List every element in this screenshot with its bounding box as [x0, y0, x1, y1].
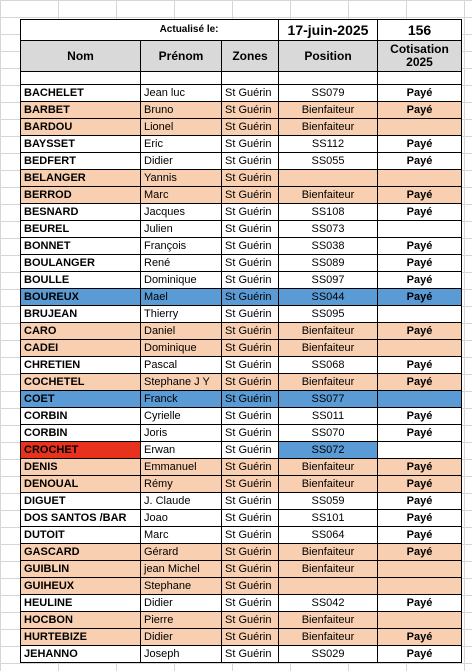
cell-position[interactable]: Bienfaiteur — [279, 102, 378, 119]
table-row — [21, 629, 462, 646]
cell-cotisation[interactable]: Payé — [378, 629, 462, 646]
table-row — [21, 578, 462, 595]
cell-zone[interactable]: St Guérin — [222, 459, 279, 476]
cell-position[interactable]: SS038 — [279, 238, 378, 255]
cell-position[interactable]: Bienfaiteur — [279, 459, 378, 476]
cell-zone[interactable]: St Guérin — [222, 204, 279, 221]
table-row — [21, 255, 462, 272]
cell-prenom[interactable]: Pierre — [141, 612, 222, 629]
cell-zone[interactable]: St Guérin — [222, 357, 279, 374]
cell-nom[interactable]: BEDFERT — [21, 153, 141, 170]
table-row — [21, 170, 462, 187]
col-header-prenom[interactable]: Prénom — [141, 41, 222, 72]
updated-date[interactable]: 17-juin-2025 — [279, 20, 378, 41]
table-row — [21, 306, 462, 323]
cell-cotisation[interactable]: Payé — [378, 646, 462, 663]
cell-prenom[interactable]: Stephane J Y — [141, 374, 222, 391]
cell-zone[interactable]: St Guérin — [222, 340, 279, 357]
cell-nom[interactable]: CORBIN — [21, 425, 141, 442]
cell-cotisation[interactable]: Payé — [378, 459, 462, 476]
cell-nom[interactable]: BRUJEAN — [21, 306, 141, 323]
member-count[interactable]: 156 — [378, 20, 462, 41]
cell-position[interactable]: Bienfaiteur — [279, 544, 378, 561]
col-header-zones[interactable]: Zones — [222, 41, 279, 72]
table-row — [21, 136, 462, 153]
table-row — [21, 527, 462, 544]
cell-prenom[interactable]: J. Claude — [141, 493, 222, 510]
table-row — [21, 374, 462, 391]
cell-position[interactable]: SS108 — [279, 204, 378, 221]
cell-prenom[interactable]: jean Michel — [141, 561, 222, 578]
cell-nom[interactable]: JEHANNO — [21, 646, 141, 663]
cell-prenom[interactable]: Marc — [141, 527, 222, 544]
cell-position[interactable]: SS089 — [279, 255, 378, 272]
empty-cell[interactable] — [141, 72, 222, 85]
table-row — [21, 204, 462, 221]
cell-prenom[interactable]: Thierry — [141, 306, 222, 323]
cell-zone[interactable]: St Guérin — [222, 493, 279, 510]
blank-cell — [222, 20, 279, 41]
cell-zone[interactable]: St Guérin — [222, 170, 279, 187]
spacer-row — [21, 72, 462, 85]
cell-zone[interactable]: St Guérin — [222, 306, 279, 323]
cell-zone[interactable]: St Guérin — [222, 408, 279, 425]
table-row — [21, 561, 462, 578]
table-row — [21, 119, 462, 136]
cell-cotisation[interactable] — [378, 578, 462, 595]
table-row — [21, 102, 462, 119]
cell-position[interactable]: Bienfaiteur — [279, 476, 378, 493]
cell-nom[interactable]: CARO — [21, 323, 141, 340]
cell-position[interactable]: SS044 — [279, 289, 378, 306]
cell-prenom[interactable]: Cyrielle — [141, 408, 222, 425]
cell-position[interactable]: SS072 — [279, 442, 378, 459]
cell-zone[interactable]: St Guérin — [222, 442, 279, 459]
cell-cotisation[interactable]: Payé — [378, 255, 462, 272]
empty-cell[interactable] — [222, 72, 279, 85]
table-row — [21, 289, 462, 306]
table-row — [21, 646, 462, 663]
cell-position[interactable]: SS042 — [279, 595, 378, 612]
table-row — [21, 221, 462, 238]
cell-position[interactable]: Bienfaiteur — [279, 187, 378, 204]
cell-nom[interactable]: BOULLE — [21, 272, 141, 289]
cell-cotisation[interactable]: Payé — [378, 289, 462, 306]
cell-position[interactable]: Bienfaiteur — [279, 612, 378, 629]
cell-position[interactable]: SS059 — [279, 493, 378, 510]
cell-cotisation[interactable]: Payé — [378, 527, 462, 544]
cell-zone[interactable]: St Guérin — [222, 85, 279, 102]
cell-cotisation[interactable]: Payé — [378, 595, 462, 612]
cell-prenom[interactable]: Yannis — [141, 170, 222, 187]
cell-cotisation[interactable]: Payé — [378, 357, 462, 374]
cell-nom[interactable]: HURTEBIZE — [21, 629, 141, 646]
cell-zone[interactable]: St Guérin — [222, 221, 279, 238]
cell-cotisation[interactable]: Payé — [378, 323, 462, 340]
cell-zone[interactable]: St Guérin — [222, 102, 279, 119]
cell-position[interactable]: SS068 — [279, 357, 378, 374]
cell-position[interactable]: Bienfaiteur — [279, 119, 378, 136]
cell-zone[interactable]: St Guérin — [222, 187, 279, 204]
cell-position[interactable]: SS077 — [279, 391, 378, 408]
cell-prenom[interactable]: Bruno — [141, 102, 222, 119]
cell-prenom[interactable]: Emmanuel — [141, 459, 222, 476]
cell-cotisation[interactable]: Payé — [378, 510, 462, 527]
table-row — [21, 493, 462, 510]
cell-prenom[interactable]: René — [141, 255, 222, 272]
cell-zone[interactable]: St Guérin — [222, 476, 279, 493]
cell-cotisation[interactable] — [378, 391, 462, 408]
table-row — [21, 391, 462, 408]
cell-nom[interactable]: COET — [21, 391, 141, 408]
cell-prenom[interactable]: Marc — [141, 187, 222, 204]
cell-prenom[interactable]: Eric — [141, 136, 222, 153]
table-row — [21, 187, 462, 204]
table-row — [21, 510, 462, 527]
cell-nom[interactable]: BONNET — [21, 238, 141, 255]
column-header-row — [21, 41, 462, 72]
cell-nom[interactable]: CORBIN — [21, 408, 141, 425]
cell-prenom[interactable]: Rémy — [141, 476, 222, 493]
cell-nom[interactable]: BAYSSET — [21, 136, 141, 153]
table-row — [21, 238, 462, 255]
table-row — [21, 459, 462, 476]
cell-prenom[interactable]: Didier — [141, 153, 222, 170]
cell-prenom[interactable]: Gérard — [141, 544, 222, 561]
cell-cotisation[interactable]: Payé — [378, 102, 462, 119]
table-row — [21, 442, 462, 459]
cell-nom[interactable]: GUIBLIN — [21, 561, 141, 578]
cell-nom[interactable]: DENOUAL — [21, 476, 141, 493]
cell-prenom[interactable]: Jacques — [141, 204, 222, 221]
col-header-nom[interactable]: Nom — [21, 41, 141, 72]
cell-nom[interactable]: BARBET — [21, 102, 141, 119]
cell-prenom[interactable]: Joris — [141, 425, 222, 442]
cell-nom[interactable]: BELANGER — [21, 170, 141, 187]
table-row — [21, 323, 462, 340]
cell-nom[interactable]: BARDOU — [21, 119, 141, 136]
cell-position[interactable] — [279, 170, 378, 187]
cell-cotisation[interactable]: Payé — [378, 408, 462, 425]
cell-zone[interactable]: St Guérin — [222, 238, 279, 255]
cell-prenom[interactable]: Franck — [141, 391, 222, 408]
cell-zone[interactable]: St Guérin — [222, 323, 279, 340]
table-row — [21, 476, 462, 493]
cell-zone[interactable]: St Guérin — [222, 255, 279, 272]
cell-nom[interactable]: CHRETIEN — [21, 357, 141, 374]
table-row — [21, 153, 462, 170]
cell-zone[interactable]: St Guérin — [222, 119, 279, 136]
cell-prenom[interactable]: Mael — [141, 289, 222, 306]
updated-label: Actualisé le: — [21, 20, 222, 41]
cell-position[interactable]: SS029 — [279, 646, 378, 663]
cell-cotisation[interactable] — [378, 306, 462, 323]
cell-cotisation[interactable]: Payé — [378, 544, 462, 561]
cell-position[interactable]: SS070 — [279, 425, 378, 442]
cell-nom[interactable]: GASCARD — [21, 544, 141, 561]
cell-prenom[interactable]: Dominique — [141, 340, 222, 357]
table-row — [21, 85, 462, 102]
cell-zone[interactable]: St Guérin — [222, 578, 279, 595]
cell-position[interactable]: SS095 — [279, 306, 378, 323]
cell-zone[interactable]: St Guérin — [222, 374, 279, 391]
cell-zone[interactable]: St Guérin — [222, 510, 279, 527]
table-row — [21, 595, 462, 612]
cell-position[interactable] — [279, 578, 378, 595]
table-row — [21, 612, 462, 629]
cell-zone[interactable]: St Guérin — [222, 289, 279, 306]
cell-cotisation[interactable]: Payé — [378, 85, 462, 102]
cell-zone[interactable]: St Guérin — [222, 425, 279, 442]
cell-position[interactable]: Bienfaiteur — [279, 323, 378, 340]
cell-zone[interactable]: St Guérin — [222, 544, 279, 561]
cell-nom[interactable]: DIGUET — [21, 493, 141, 510]
cell-nom[interactable]: DENIS — [21, 459, 141, 476]
cell-nom[interactable]: CADEI — [21, 340, 141, 357]
cell-nom[interactable]: BEUREL — [21, 221, 141, 238]
cell-cotisation[interactable] — [378, 442, 462, 459]
cell-nom[interactable]: HEULINE — [21, 595, 141, 612]
cell-nom[interactable]: BESNARD — [21, 204, 141, 221]
cell-position[interactable]: SS097 — [279, 272, 378, 289]
cell-nom[interactable]: GUIHEUX — [21, 578, 141, 595]
cell-zone[interactable]: St Guérin — [222, 612, 279, 629]
table-row — [21, 425, 462, 442]
cell-cotisation[interactable] — [378, 221, 462, 238]
cell-prenom[interactable]: Pascal — [141, 357, 222, 374]
cell-prenom[interactable]: Erwan — [141, 442, 222, 459]
table-row — [21, 408, 462, 425]
cell-nom[interactable]: BOULANGER — [21, 255, 141, 272]
cell-nom[interactable]: HOCBON — [21, 612, 141, 629]
cell-nom[interactable]: DOS SANTOS /BAR — [21, 510, 141, 527]
cell-nom[interactable]: BOUREUX — [21, 289, 141, 306]
cell-zone[interactable]: St Guérin — [222, 646, 279, 663]
cell-nom[interactable]: DUTOIT — [21, 527, 141, 544]
cell-cotisation[interactable]: Payé — [378, 136, 462, 153]
cell-prenom[interactable]: Stephane — [141, 578, 222, 595]
cell-prenom[interactable]: Julien — [141, 221, 222, 238]
cell-cotisation[interactable]: Payé — [378, 204, 462, 221]
cell-nom[interactable]: COCHETEL — [21, 374, 141, 391]
table-row — [21, 544, 462, 561]
cell-cotisation[interactable]: Payé — [378, 425, 462, 442]
cell-position[interactable]: SS079 — [279, 85, 378, 102]
cell-zone[interactable]: St Guérin — [222, 391, 279, 408]
cell-position[interactable]: SS064 — [279, 527, 378, 544]
cell-prenom[interactable]: Daniel — [141, 323, 222, 340]
cell-cotisation[interactable]: Payé — [378, 493, 462, 510]
cell-cotisation[interactable] — [378, 340, 462, 357]
cell-zone[interactable]: St Guérin — [222, 629, 279, 646]
cell-cotisation[interactable] — [378, 561, 462, 578]
members-table — [20, 19, 462, 663]
cell-position[interactable]: SS011 — [279, 408, 378, 425]
cell-zone[interactable]: St Guérin — [222, 136, 279, 153]
cell-cotisation[interactable]: Payé — [378, 238, 462, 255]
cell-zone[interactable]: St Guérin — [222, 153, 279, 170]
cell-cotisation[interactable] — [378, 170, 462, 187]
cell-position[interactable]: Bienfaiteur — [279, 561, 378, 578]
cell-zone[interactable]: St Guérin — [222, 561, 279, 578]
updated-row — [21, 20, 462, 41]
empty-cell[interactable] — [279, 72, 378, 85]
cell-prenom[interactable]: Joao — [141, 510, 222, 527]
table-row — [21, 340, 462, 357]
cell-prenom[interactable]: Joseph — [141, 646, 222, 663]
cell-cotisation[interactable] — [378, 119, 462, 136]
cell-prenom[interactable]: François — [141, 238, 222, 255]
cell-cotisation[interactable] — [378, 612, 462, 629]
empty-cell[interactable] — [21, 72, 141, 85]
col-header-cotisation[interactable]: Cotisation 2025 — [378, 41, 462, 72]
table-row — [21, 357, 462, 374]
cell-cotisation[interactable]: Payé — [378, 374, 462, 391]
cell-cotisation[interactable]: Payé — [378, 476, 462, 493]
cell-position[interactable]: SS055 — [279, 153, 378, 170]
empty-cell[interactable] — [378, 72, 462, 85]
cell-nom[interactable]: CROCHET — [21, 442, 141, 459]
cell-position[interactable]: SS073 — [279, 221, 378, 238]
cell-zone[interactable]: St Guérin — [222, 272, 279, 289]
table-row — [21, 272, 462, 289]
col-header-position[interactable]: Position — [279, 41, 378, 72]
cell-cotisation[interactable]: Payé — [378, 272, 462, 289]
cell-cotisation[interactable]: Payé — [378, 187, 462, 204]
cell-position[interactable]: Bienfaiteur — [279, 340, 378, 357]
cell-zone[interactable]: St Guérin — [222, 595, 279, 612]
cell-prenom[interactable]: Didier — [141, 595, 222, 612]
cell-prenom[interactable]: Didier — [141, 629, 222, 646]
cell-zone[interactable]: St Guérin — [222, 527, 279, 544]
cell-position[interactable]: Bienfaiteur — [279, 374, 378, 391]
cell-position[interactable]: Bienfaiteur — [279, 629, 378, 646]
cell-position[interactable]: SS112 — [279, 136, 378, 153]
cell-nom[interactable]: BACHELET — [21, 85, 141, 102]
cell-prenom[interactable]: Jean luc — [141, 85, 222, 102]
cell-prenom[interactable]: Dominique — [141, 272, 222, 289]
cell-nom[interactable]: BERROD — [21, 187, 141, 204]
cell-prenom[interactable]: Lionel — [141, 119, 222, 136]
cell-cotisation[interactable]: Payé — [378, 153, 462, 170]
cell-position[interactable]: SS101 — [279, 510, 378, 527]
